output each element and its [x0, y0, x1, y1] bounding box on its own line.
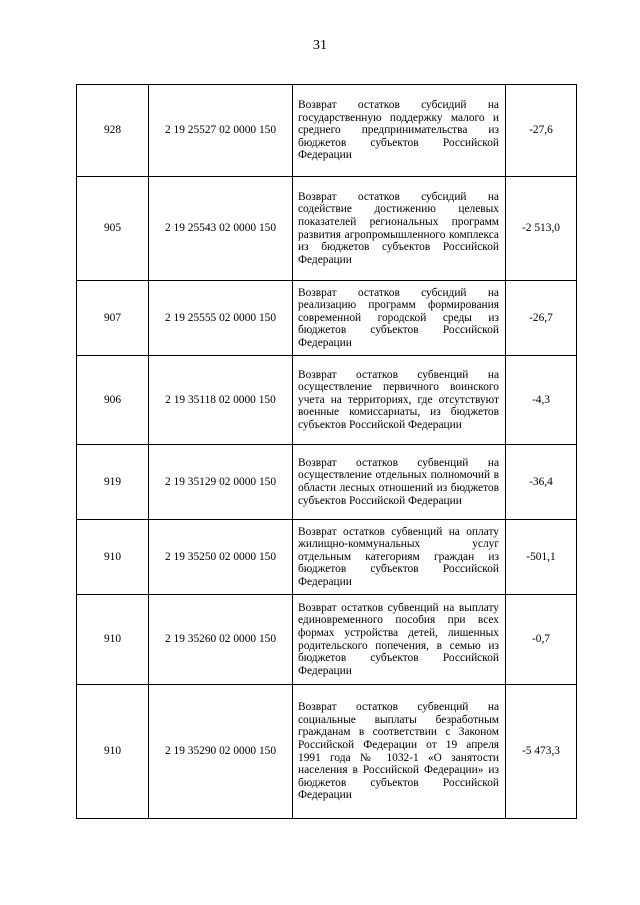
table-row	[77, 445, 577, 520]
budget-code-cell: 2 19 35290 02 0000 150	[149, 685, 293, 819]
description-cell: Возврат остатков субсидий на содействие достижению целевых показателей региональных программ развития агропромышленного комплекса из бюджетов субъектов Российской Федерации	[293, 177, 506, 281]
budget-code-cell: 2 19 35250 02 0000 150	[149, 520, 293, 595]
amount-cell: -26,7	[506, 281, 577, 356]
amount-cell: -4,3	[506, 356, 577, 445]
description-cell: Возврат остатков субвенций на осуществление отдельных полномочий в области лесных отношений из бюджетов субъектов Российской Федерации	[293, 445, 506, 520]
description-cell: Возврат остатков субвенций на социальные выплаты безработным гражданам в соответствии с Законом Российской Федерации от 19 апреля 1991 года № 1032-1 «О занятости населения в Российской Федерации» из бюджетов субъектов Российской Федерации	[293, 685, 506, 819]
admin-code-cell: 919	[77, 445, 149, 520]
description-cell: Возврат остатков субсидий на государственную поддержку малого и среднего предпринимательства из бюджетов субъектов Российской Федерации	[293, 85, 506, 177]
table-row	[77, 595, 577, 685]
admin-code-cell: 910	[77, 595, 149, 685]
table-row	[77, 520, 577, 595]
description-cell: Возврат остатков субвенций на осуществление первичного воинского учета на территориях, где отсутствуют военные комиссариаты, из бюджетов субъектов Российской Федерации	[293, 356, 506, 445]
description-cell: Возврат остатков субсидий на реализацию программ формирования современной городской среды из бюджетов субъектов Российской Федерации	[293, 281, 506, 356]
budget-code-cell: 2 19 35260 02 0000 150	[149, 595, 293, 685]
admin-code-cell: 928	[77, 85, 149, 177]
table-row	[77, 85, 577, 177]
budget-code-cell: 2 19 25543 02 0000 150	[149, 177, 293, 281]
admin-code-cell: 910	[77, 685, 149, 819]
amount-cell: -27,6	[506, 85, 577, 177]
budget-code-cell: 2 19 35129 02 0000 150	[149, 445, 293, 520]
admin-code-cell: 906	[77, 356, 149, 445]
page-number: 31	[313, 38, 327, 53]
amount-cell: -2 513,0	[506, 177, 577, 281]
table-row	[77, 177, 577, 281]
amount-cell: -5 473,3	[506, 685, 577, 819]
budget-code-cell: 2 19 25527 02 0000 150	[149, 85, 293, 177]
amount-cell: -36,4	[506, 445, 577, 520]
budget-code-cell: 2 19 35118 02 0000 150	[149, 356, 293, 445]
budget-table	[76, 84, 577, 819]
table-row	[77, 356, 577, 445]
amount-cell: -0,7	[506, 595, 577, 685]
table-row	[77, 685, 577, 819]
description-cell: Возврат остатков субвенций на оплату жилищно-коммунальных услуг отдельным категориям граждан из бюджетов субъектов Российской Федерации	[293, 520, 506, 595]
table-row	[77, 281, 577, 356]
amount-cell: -501,1	[506, 520, 577, 595]
admin-code-cell: 907	[77, 281, 149, 356]
admin-code-cell: 910	[77, 520, 149, 595]
admin-code-cell: 905	[77, 177, 149, 281]
budget-code-cell: 2 19 25555 02 0000 150	[149, 281, 293, 356]
description-cell: Возврат остатков субвенций на выплату единовременного пособия при всех формах устройства детей, лишенных родительского попечения, в семью из бюджетов субъектов Российской Федерации	[293, 595, 506, 685]
